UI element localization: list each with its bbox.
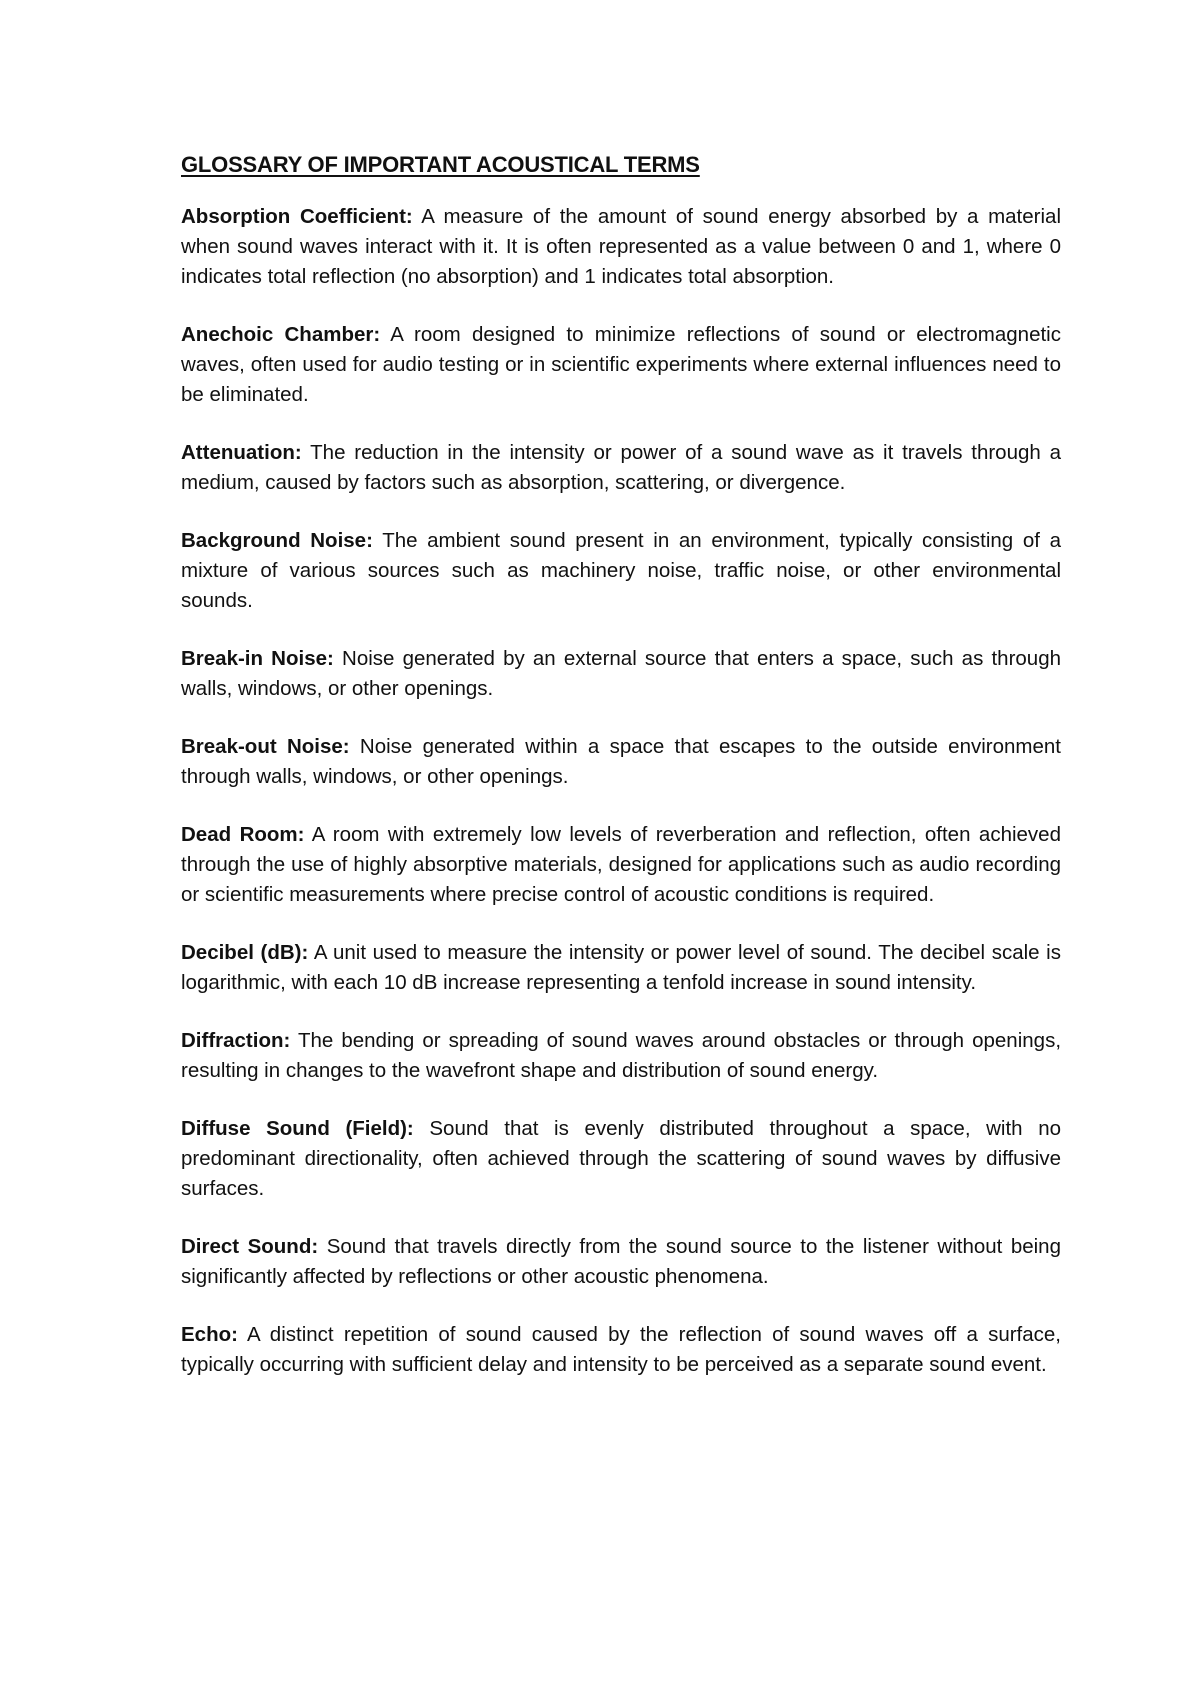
glossary-term: Break-in Noise:	[181, 647, 334, 670]
glossary-term: Diffraction:	[181, 1029, 291, 1052]
glossary-entry	[181, 320, 1061, 410]
glossary-term: Decibel (dB):	[181, 941, 309, 964]
glossary-definition: Noise generated by an external source that enters a space, such as through walls, windows, or other openings.	[181, 647, 1061, 700]
glossary-definition: A room with extremely low levels of reverberation and reflection, often achieved through the use of highly absorptive materials, designed for applications such as audio recording or scientific measurements where precise control of acoustic conditions is required.	[181, 823, 1061, 906]
glossary-entry	[181, 1114, 1061, 1204]
glossary-term: Background Noise:	[181, 529, 373, 552]
glossary-term: Diffuse Sound (Field):	[181, 1117, 414, 1140]
glossary-definition: The bending or spreading of sound waves around obstacles or through openings, resulting in changes to the wavefront shape and distribution of sound energy.	[181, 1029, 1062, 1082]
document-page	[181, 150, 1061, 1408]
glossary-entry	[181, 644, 1061, 704]
glossary-term: Direct Sound:	[181, 1235, 319, 1258]
glossary-definition: A measure of the amount of sound energy absorbed by a material when sound waves interact with it. It is often represented as a value between 0 and 1, where 0 indicates total reflection (no absorption) and 1 indicates total absorption.	[181, 205, 1061, 288]
glossary-definition: The reduction in the intensity or power of a sound wave as it travels through a medium, caused by factors such as absorption, scattering, or divergence.	[181, 441, 1061, 494]
glossary-term: Dead Room:	[181, 823, 305, 846]
glossary-definition: Sound that is evenly distributed throughout a space, with no predominant directionality, often achieved through the scattering of sound waves by diffusive surfaces.	[181, 1117, 1061, 1200]
glossary-entry	[181, 526, 1061, 616]
glossary-definition: A room designed to minimize reflections of sound or electromagnetic waves, often used for audio testing or in scientific experiments where external influences need to be eliminated.	[181, 323, 1061, 406]
glossary-entry	[181, 438, 1061, 498]
glossary-definition: Noise generated within a space that escapes to the outside environment through walls, windows, or other openings.	[181, 735, 1061, 788]
glossary-definition: Sound that travels directly from the sound source to the listener without being significantly affected by reflections or other acoustic phenomena.	[181, 1235, 1061, 1288]
glossary-entry	[181, 732, 1061, 792]
glossary-term: Attenuation:	[181, 441, 302, 464]
glossary-entry	[181, 202, 1061, 292]
glossary-entry	[181, 1320, 1061, 1380]
glossary-entry	[181, 1026, 1061, 1086]
glossary-entry	[181, 820, 1061, 910]
glossary-term: Anechoic Chamber:	[181, 323, 381, 346]
glossary-term: Break-out Noise:	[181, 735, 350, 758]
document-title: GLOSSARY OF IMPORTANT ACOUSTICAL TERMS	[181, 152, 700, 177]
glossary-entry	[181, 1232, 1061, 1292]
glossary-definition: A unit used to measure the intensity or power level of sound. The decibel scale is logarithmic, with each 10 dB increase representing a tenfold increase in sound intensity.	[181, 941, 1061, 994]
glossary-definition: A distinct repetition of sound caused by the reflection of sound waves off a surface, typically occurring with sufficient delay and intensity to be perceived as a separate sound event.	[181, 1323, 1061, 1376]
glossary-term: Absorption Coefficient:	[181, 205, 413, 228]
glossary-term: Echo:	[181, 1323, 238, 1346]
glossary-definition: The ambient sound present in an environment, typically consisting of a mixture of various sources such as machinery noise, traffic noise, or other environmental sounds.	[181, 529, 1061, 612]
glossary-entry	[181, 938, 1061, 998]
